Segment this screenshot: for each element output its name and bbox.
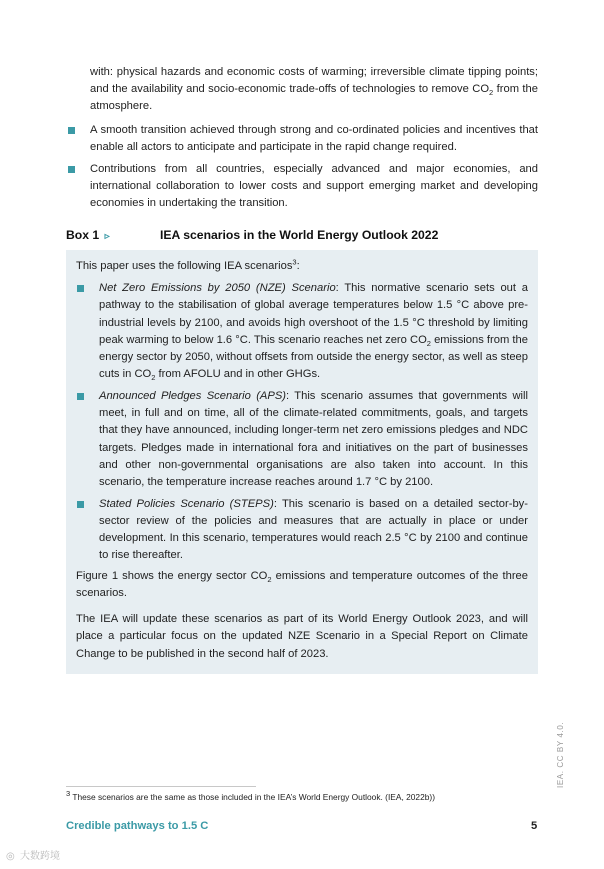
- box-paragraph-update: The IEA will update these scenarios as part of its World Energy Outlook 2023, and will place a particular focus on the updated NZE Scenario in a Special Report on Climate Change to be published in the second half of 2023.: [76, 613, 528, 660]
- scenario-item-steps: Stated Policies Scenario (STEPS): This scenario is based on a detailed sector-by-sector review of the policies and measures that are actually in place or under development. In this scenario, temperatures would reach 2.5 °C by 2100 and continue to rise thereafter.: [76, 496, 528, 565]
- box-paragraph-figure: Figure 1 shows the energy sector $CO_2$ emissions and temperature outcomes of the three scenarios.: [76, 570, 528, 600]
- footnote-ref: 3: [292, 257, 297, 267]
- triangle-marker-icon: ▹: [104, 231, 110, 242]
- box-label: Box 1: [66, 228, 100, 242]
- license-note: IEA. CC BY 4.0.: [556, 721, 565, 788]
- scenario-item-aps: Announced Pledges Scenario (APS): This scenario assumes that governments will meet, in full and on time, all of the climate-related commitments, goals, and targets that they have announced, including longer-term net zero emissions pledges and NDC targets. Pledges made in international fora and initiatives on the part of businesses and other non-governmental organisations are also taken into account. In this scenario, the temperature increase reaches around 1.7 °C by 2100.: [76, 388, 528, 492]
- bullet-square-icon: [68, 166, 75, 173]
- footer-title: Credible pathways to 1.5 C: [66, 820, 209, 832]
- scenario-item-nze: Net Zero Emissions by 2050 (NZE) Scenario: This normative scenario sets out a pathway to the stabilisation of global average temperatures below 1.5 °C above pre-industrial levels by 2100, and avoids high overshoot of the 1.5 °C threshold by limiting peak warming to below 1.6 °C. This scenario reaches net zero $CO_2$ emissions from the energy sector by 2050, without offsets from outside the energy sector, as well as steep cuts in $CO_2$ from AFOLU and in other GHGs.: [76, 280, 528, 384]
- box-intro: This paper uses the following IEA scenarios$^3$:: [76, 257, 300, 272]
- box-heading: [66, 228, 538, 242]
- footnote-divider: [66, 786, 256, 787]
- footnote: $^3$ These scenarios are the same as those included in the IEA’s World Energy Outlook. (IEA, 2022b)): [66, 789, 435, 802]
- principles-list: [66, 122, 538, 217]
- watermark-icon: ◎: [6, 851, 15, 862]
- scenario-name: Announced Pledges Scenario (APS): [99, 389, 287, 402]
- bullet-square-icon: [77, 501, 84, 508]
- list-item: A smooth transition achieved through strong and co-ordinated policies and incentives that enable all actors to anticipate and participate in the rapid change required.: [66, 122, 538, 156]
- scenario-name: Net Zero Emissions by 2050 (NZE) Scenario: [99, 282, 336, 294]
- box-title: IEA scenarios in the World Energy Outlook 2022: [160, 228, 439, 242]
- page-number: 5: [531, 820, 538, 832]
- bullet-square-icon: [68, 127, 75, 134]
- bullet-square-icon: [77, 393, 84, 400]
- bullet-square-icon: [77, 285, 84, 292]
- scenario-box: [66, 250, 538, 674]
- list-item: Contributions from all countries, especially advanced and major economies, and international collaboration to lower costs and support emerging market and developing economies in undertaking the transition.: [66, 161, 538, 212]
- scenario-list: [76, 280, 528, 569]
- scenario-name: Stated Policies Scenario (STEPS): [99, 497, 274, 510]
- continuation-paragraph: with: physical hazards and economic costs of warming; irreversible climate tipping points; and the availability and socio-economic trade-offs of technologies to remove $CO_2$ from the atmosphere.: [90, 66, 538, 112]
- watermark: ◎ 大数跨境: [6, 851, 60, 862]
